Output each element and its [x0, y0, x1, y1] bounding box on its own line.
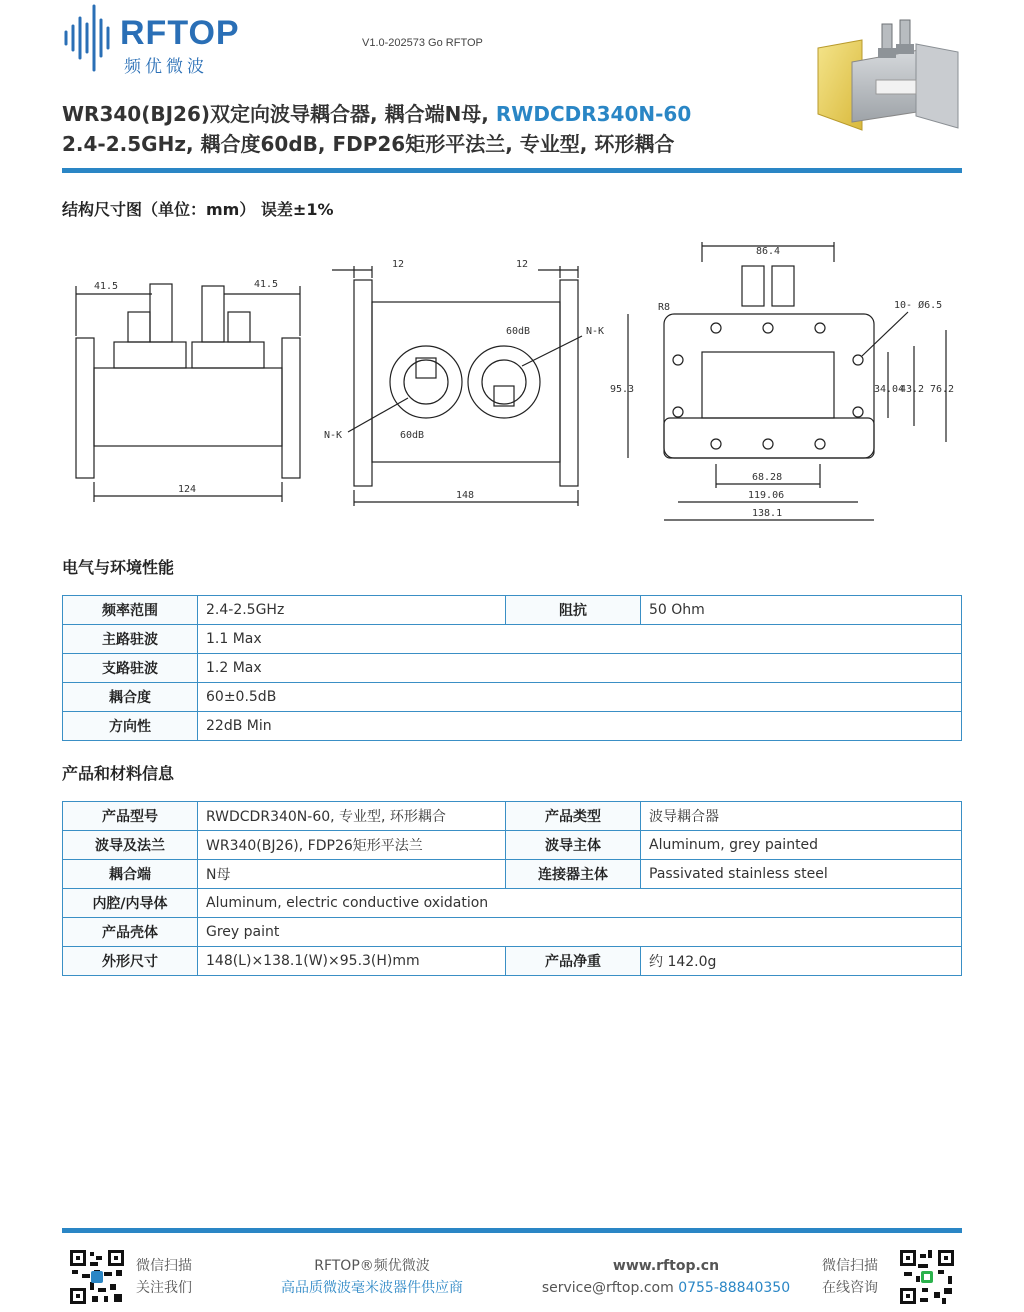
footer-consult-line1: 微信扫描 [822, 1258, 878, 1274]
row-label: 产品类型 [506, 802, 641, 831]
section-material-title: 产品和材料信息 [62, 764, 175, 783]
footer-email-link[interactable]: service@rftop.com [541, 1280, 674, 1296]
row-value: 22dB Min [198, 712, 962, 741]
product-photo [812, 10, 962, 150]
electrical-table [62, 595, 962, 741]
table-row [63, 860, 962, 889]
table-row [63, 596, 962, 625]
row-label: 产品壳体 [63, 918, 198, 947]
dim-side-length: 124 [178, 484, 197, 495]
row-value: Grey paint [198, 918, 962, 947]
table-row [63, 802, 962, 831]
header-divider [62, 168, 962, 173]
row-value: 约 142.0g [641, 947, 962, 976]
table-row [63, 947, 962, 976]
row-label: 连接器主体 [506, 860, 641, 889]
footer-consult-text [822, 1255, 878, 1299]
footer-follow-text [136, 1255, 192, 1299]
row-value: Passivated stainless steel [641, 860, 962, 889]
row-label: 主路驻波 [63, 625, 198, 654]
dim-front-w3: 138.1 [752, 508, 783, 519]
front-view [628, 242, 946, 520]
row-label: 方向性 [63, 712, 198, 741]
row-label: 波导主体 [506, 831, 641, 860]
table-row [63, 683, 962, 712]
row-label: 耦合度 [63, 683, 198, 712]
dimension-drawing [62, 232, 962, 532]
dim-top-length: 148 [456, 490, 475, 501]
dim-top-right: 12 [516, 259, 529, 270]
footer-contact-block [536, 1255, 796, 1299]
model-number: RWDCDR340N-60 [495, 102, 692, 126]
row-label: 耦合端 [63, 860, 198, 889]
row-value: WR340(BJ26), FDP26矩形平法兰 [198, 831, 506, 860]
title-prefix: WR340(BJ26)双定向波导耦合器, 耦合端N母, [62, 102, 496, 126]
top-view [332, 266, 582, 506]
row-label: 外形尺寸 [63, 947, 198, 976]
row-value: N母 [198, 860, 506, 889]
row-value: Aluminum, grey painted [641, 831, 962, 860]
row-value: 1.2 Max [198, 654, 962, 683]
dim-front-bolt-h: 43.2 [900, 384, 925, 395]
dim-front-outer-h: 76.2 [930, 384, 955, 395]
dim-top-left: 12 [392, 259, 405, 270]
dim-front-w1: 68.28 [752, 472, 783, 483]
row-value: 波导耦合器 [641, 802, 962, 831]
footer-consult-line2: 在线咨询 [822, 1280, 878, 1296]
port-label-left: N-K [324, 430, 343, 441]
dim-side-left: 41.5 [94, 281, 119, 292]
row-label: 频率范围 [63, 596, 198, 625]
footer-website-link[interactable]: www.rftop.cn [612, 1258, 720, 1274]
row-value: 50 Ohm [641, 596, 962, 625]
row-value: 2.4-2.5GHz [198, 596, 506, 625]
row-value: Aluminum, electric conductive oxidation [198, 889, 962, 918]
footer-brand-block [262, 1255, 482, 1299]
section-structure-title: 结构尺寸图（单位：mm） 误差±1% [62, 200, 334, 219]
table-row [63, 712, 962, 741]
footer-divider [62, 1228, 962, 1233]
row-label: 内腔/内导体 [63, 889, 198, 918]
row-value: 1.1 Max [198, 625, 962, 654]
row-label: 波导及法兰 [63, 831, 198, 860]
side-view [76, 284, 300, 502]
dim-front-height: 95.3 [610, 384, 635, 395]
row-value: 148(L)×138.1(W)×95.3(H)mm [198, 947, 506, 976]
dim-front-width: 86.4 [756, 246, 781, 257]
row-value: RWDCDR340N-60, 专业型, 环形耦合 [198, 802, 506, 831]
logo-cn: 频优微波 [124, 57, 208, 77]
page-title-line2: 2.4-2.5GHz, 耦合度60dB, FDP26矩形平法兰, 专业型, 环形耦合 [62, 132, 675, 156]
coupling-label-b: 60dB [506, 326, 531, 337]
logo-text: RFTOP [120, 14, 240, 52]
coupling-label-a: 60dB [400, 430, 425, 441]
qr-code-icon[interactable] [898, 1248, 956, 1306]
logo-wave-icon [62, 2, 122, 74]
table-row [63, 831, 962, 860]
row-label: 阻抗 [506, 596, 641, 625]
row-label: 产品净重 [506, 947, 641, 976]
footer-brand: RFTOP®频优微波 [314, 1258, 430, 1274]
section-electrical-title: 电气与环境性能 [62, 558, 175, 577]
version-label: V1.0-202573 Go RFTOP [362, 37, 483, 49]
brand-logo [62, 2, 267, 77]
dim-side-right: 41.5 [254, 279, 279, 290]
table-row [63, 654, 962, 683]
qr-code-icon[interactable] [68, 1248, 126, 1306]
dim-front-inner-h: 34.04 [874, 384, 905, 395]
table-row [63, 625, 962, 654]
dim-front-holes: 10- Ø6.5 [894, 300, 943, 311]
page-title-line1 [62, 98, 691, 127]
material-table [62, 801, 962, 976]
row-label: 产品型号 [63, 802, 198, 831]
footer-slogan: 高品质微波毫米波器件供应商 [281, 1280, 463, 1296]
table-row [63, 889, 962, 918]
row-label: 支路驻波 [63, 654, 198, 683]
row-value: 60±0.5dB [198, 683, 962, 712]
dim-front-w2: 119.06 [748, 490, 785, 501]
port-label-right: N-K [586, 326, 605, 337]
footer-phone: 0755-88840350 [678, 1280, 791, 1296]
dim-front-radius: R8 [658, 302, 671, 313]
footer-follow-line1: 微信扫描 [136, 1258, 192, 1274]
table-row [63, 918, 962, 947]
footer-follow-line2: 关注我们 [136, 1280, 192, 1296]
